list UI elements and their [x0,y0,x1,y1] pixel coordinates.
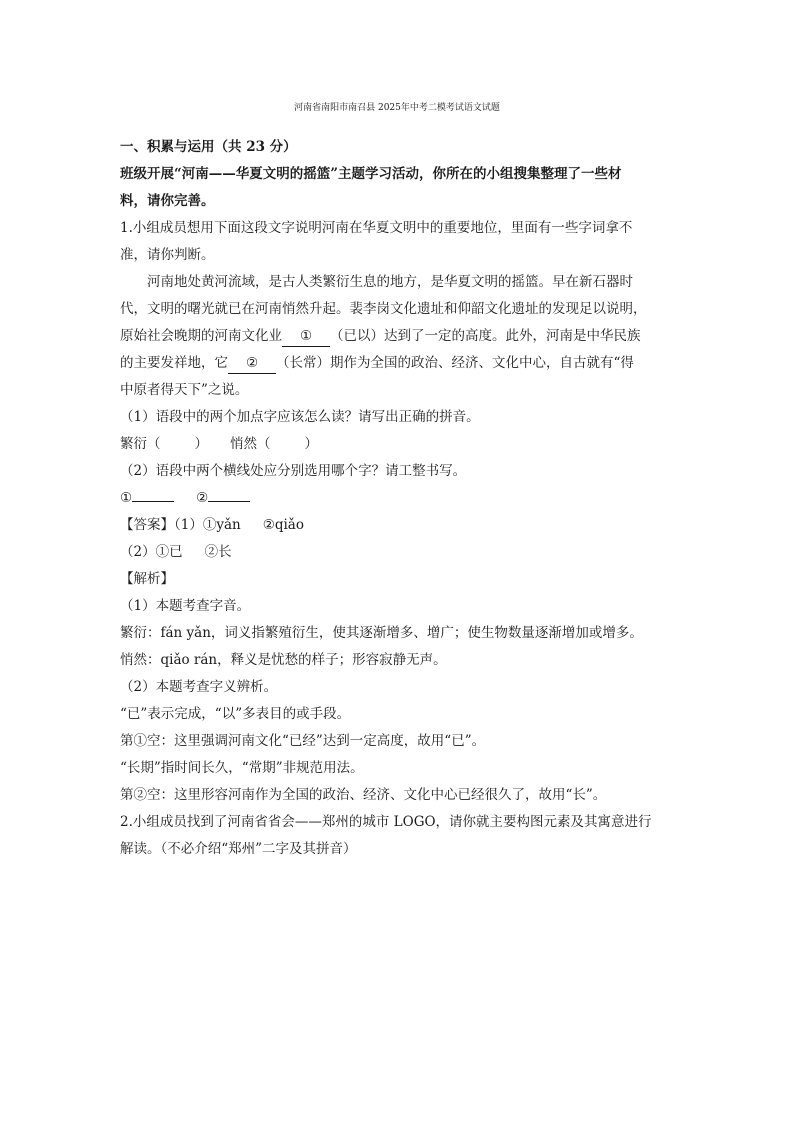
answer-2a: （2）①已 [120,544,183,560]
passage-line-5: 中原者得天下”之说。 [120,382,249,398]
section-heading: 一、积累与运用（共 23 分） [120,139,297,155]
answer-1a: （1）①yǎn [174,517,241,533]
fill-characters-row [120,488,250,508]
fill-qiaoran-open: 悄然（ [230,436,271,452]
question-2-line-1: 2.小组成员找到了河南省省会——郑州的城市 LOGO，请你就主要构图元素及其寓意进行 [120,814,652,830]
analysis-line-5: “已”表示完成，“以”多表目的或手段。 [120,706,351,722]
passage-line-4-text-a: 的主要发祥地，它 [120,355,228,371]
blank-1: ① [282,326,330,347]
answer-row-2 [120,542,232,562]
analysis-line-1: （1）本题考查字音。 [120,598,251,614]
page-title: 河南省南阳市南召县 2025年中考二模考试语文试题 [294,103,500,113]
fill-fanyan-close: ） [194,436,208,452]
fill-line-1 [132,501,174,502]
analysis-line-4: （2）本题考查字义辨析。 [120,679,278,695]
subquestion-1: （1）语段中的两个加点字应该怎么读？请写出正确的拼音。 [120,409,480,425]
analysis-line-2: 繁衍：fán yǎn，词义指繁殖衍生，使其逐渐增多、增广；使生物数量逐渐增加或增多。 [120,625,643,641]
passage-line-3-text-a: 原始社会晚期的河南文化业 [120,328,282,344]
answer-row-1 [120,515,304,535]
passage-line-4-text-b: （长常）期作为全国的政治、经济、文化中心，自古就有“得 [276,355,634,371]
passage-line-1: 河南地处黄河流域，是古人类繁衍生息的地方，是华夏文明的摇篮。早在新石器时 [147,274,633,290]
analysis-line-3: 悄然：qiǎo rán，释义是忧愁的样子；形容寂静无声。 [120,652,447,668]
fill-qiaoran-close: ） [304,436,318,452]
fill-line-2 [208,501,250,502]
subquestion-2: （2）语段中两个横线处应分别选用哪个字？请工整书写。 [120,463,467,479]
fill-pinyin-row [120,434,318,454]
analysis-line-6: 第①空：这里强调河南文化“已经”达到一定高度，故用“已”。 [120,733,486,749]
fill-fanyan-open: 繁衍（ [120,436,161,452]
analysis-line-7: “长期”指时间长久，“常期”非规范用法。 [120,760,364,776]
analysis-line-8: 第②空：这里形容河南作为全国的政治、经济、文化中心已经很久了，故用“长”。 [120,787,607,803]
answer-label: 【答案】 [120,517,174,533]
fill-mark-1: ① [120,490,133,506]
intro-line-1: 班级开展“河南——华夏文明的摇篮”主题学习活动，你所在的小组搜集整理了一些材 [120,166,622,182]
question-1-line-1: 1.小组成员想用下面这段文字说明河南在华夏文明中的重要地位，里面有一些字词拿不 [120,220,633,236]
answer-1b: ②qiǎo [262,517,304,533]
answer-2b: ②长 [204,544,232,560]
question-1-line-2: 准，请你判断。 [120,247,215,263]
blank-2: ② [228,353,276,374]
passage-line-3-text-b: （已以）达到了一定的高度。此外，河南是中华民族 [330,328,641,344]
analysis-label: 【解析】 [120,571,174,587]
intro-line-2: 料，请你完善。 [120,193,215,209]
passage-line-3 [120,326,641,347]
question-2-line-2: 解读。（不必介绍“郑州”二字及其拼音） [120,841,357,857]
fill-mark-2: ② [196,490,209,506]
passage-line-4 [120,353,634,374]
passage-line-2: 代，文明的曙光就已在河南悄然升起。裴李岗文化遗址和仰韶文化遗址的发现足以说明， [120,301,647,317]
